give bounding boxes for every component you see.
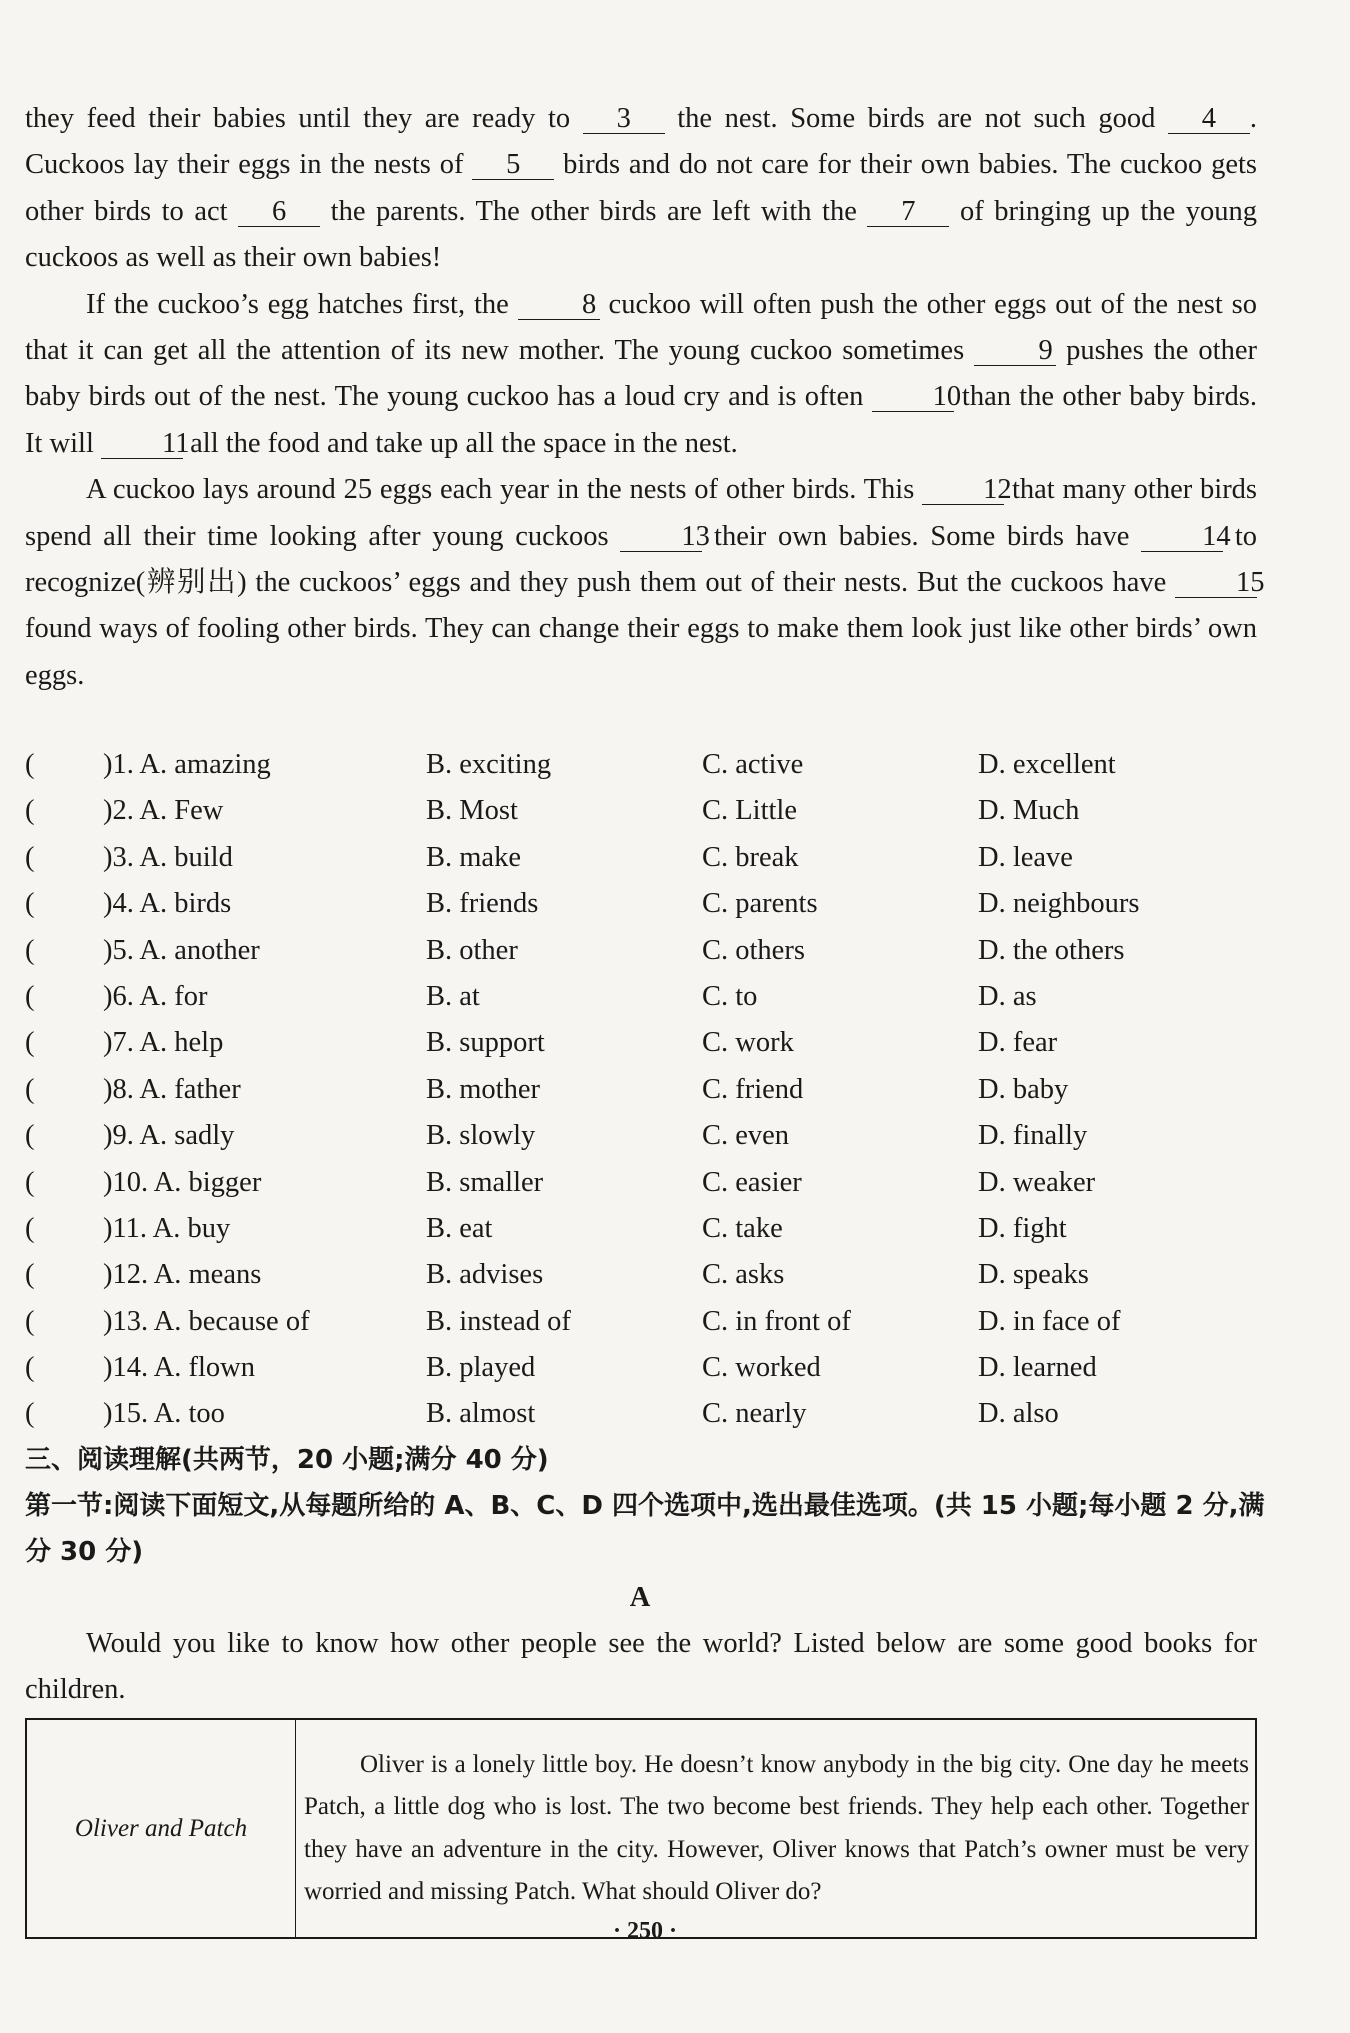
answer-bracket[interactable]: ( — [25, 1352, 35, 1384]
option-c: C. parents — [702, 888, 818, 920]
option-a: )13. A. because of — [103, 1305, 310, 1337]
blank-3: 3 — [583, 105, 665, 134]
option-d: D. weaker — [978, 1166, 1096, 1198]
option-d: D. Much — [978, 795, 1080, 827]
answer-bracket[interactable]: ( — [25, 1073, 35, 1105]
option-a: )2. A. Few — [103, 795, 224, 827]
option-d: D. finally — [978, 1120, 1088, 1152]
blank-11: 11 — [101, 430, 183, 459]
reading-intro: Would you like to know how other people see the world? Listed below are some good books for children. — [25, 1628, 1257, 1706]
book-table — [25, 1718, 1257, 1939]
cloze-passage — [25, 96, 1265, 699]
question-row — [25, 974, 1257, 1020]
question-row — [25, 1160, 1257, 1206]
table-row — [26, 1719, 1256, 1938]
option-c: C. others — [702, 934, 805, 966]
question-row — [25, 928, 1257, 974]
answer-options-list — [25, 742, 1257, 1438]
option-c: C. easier — [702, 1166, 802, 1198]
option-a: )4. A. birds — [103, 888, 232, 920]
question-row — [25, 1252, 1257, 1298]
option-b: B. smaller — [426, 1166, 544, 1198]
option-d: D. leave — [978, 841, 1073, 873]
option-b: B. played — [426, 1352, 536, 1384]
option-d: D. excellent — [978, 749, 1116, 780]
option-a: )1. A. amazing — [103, 749, 271, 780]
option-c: C. in front of — [702, 1305, 851, 1337]
section-instructions: 第一节:阅读下面短文,从每题所给的 A、B、C、D 四个选项中,选出最佳选项。(共 15 小题;每小题 2 分,满分 30 分) — [25, 1491, 1265, 1567]
cloze-paragraph-1: they feed their babies until they are ready to 3 the nest. Some birds are not such good 4 . Cuckoos lay their eggs in the nests of 5 birds and do not care for their own babies. The cuckoo gets other birds to act 6 the parents. The other birds are left with the 7 of bringing up the young cuckoos as well as their own babies! — [25, 103, 1258, 274]
answer-bracket[interactable]: ( — [25, 1259, 35, 1291]
book-description: Oliver is a lonely little boy. He doesn’t know anybody in the big city. One day he meets Patch, a little dog who is lost. The two become best friends. They help each other. Together they have an adventure in the city. However, Oliver knows that Patch’s owner must be very worried and missing Patch. What should Oliver do? — [296, 1719, 1257, 1938]
blank-14: 14 — [1141, 523, 1223, 552]
option-a: )11. A. buy — [103, 1212, 231, 1244]
option-a: )15. A. too — [103, 1398, 225, 1430]
blank-10: 10 — [872, 383, 954, 412]
option-b: B. Most — [426, 795, 518, 827]
question-row — [25, 1345, 1257, 1391]
blank-4: 4 — [1168, 105, 1250, 134]
blank-12: 12 — [922, 476, 1004, 505]
option-c: C. take — [702, 1212, 783, 1244]
option-d: D. in face of — [978, 1305, 1121, 1337]
option-c: C. to — [702, 980, 758, 1012]
answer-bracket[interactable]: ( — [25, 888, 35, 920]
answer-bracket[interactable]: ( — [25, 980, 35, 1012]
passage-letter: A — [629, 1582, 651, 1613]
answer-bracket[interactable]: ( — [25, 1027, 35, 1059]
answer-bracket[interactable]: ( — [25, 1212, 35, 1244]
option-b: B. support — [426, 1027, 545, 1059]
option-d: D. neighbours — [978, 888, 1140, 920]
option-c: C. worked — [702, 1352, 821, 1384]
blank-9: 9 — [974, 337, 1056, 366]
option-b: B. exciting — [426, 749, 552, 780]
option-b: B. almost — [426, 1398, 536, 1430]
option-d: D. learned — [978, 1352, 1097, 1384]
option-a: )9. A. sadly — [103, 1120, 235, 1152]
answer-bracket[interactable]: ( — [25, 795, 35, 827]
answer-bracket[interactable]: ( — [25, 749, 35, 780]
question-row — [25, 1299, 1257, 1345]
option-a: )10. A. bigger — [103, 1166, 262, 1198]
question-row — [25, 881, 1257, 927]
question-row — [25, 1391, 1257, 1437]
option-d: D. the others — [978, 934, 1125, 966]
option-d: D. speaks — [978, 1259, 1089, 1291]
cloze-paragraph-3: A cuckoo lays around 25 eggs each year in the nests of other birds. This 12 that many other birds spend all their time looking after young cuckoos 13 their own babies. Some birds have 14 to recognize(辨别出) the cuckoos’ eggs and they push them out of their nests. But the cuckoos have 15 found ways of fooling other birds. They can change their eggs to make them look just like other birds’ own eggs. — [25, 474, 1265, 691]
blank-7: 7 — [867, 198, 949, 227]
option-d: D. fight — [978, 1212, 1067, 1244]
answer-bracket[interactable]: ( — [25, 1305, 35, 1337]
blank-8: 8 — [518, 291, 600, 320]
option-a: )5. A. another — [103, 934, 260, 966]
option-c: C. nearly — [702, 1398, 807, 1430]
option-b: B. friends — [426, 888, 539, 920]
option-a: )6. A. for — [103, 980, 208, 1012]
blank-15: 15 — [1175, 569, 1257, 598]
option-b: B. mother — [426, 1073, 540, 1105]
option-a: )12. A. means — [103, 1259, 262, 1291]
option-b: B. slowly — [426, 1120, 536, 1152]
answer-bracket[interactable]: ( — [25, 934, 35, 966]
book-title: Oliver and Patch — [26, 1719, 296, 1938]
question-row — [25, 1020, 1257, 1066]
question-row — [25, 1206, 1257, 1252]
answer-bracket[interactable]: ( — [25, 841, 35, 873]
blank-6: 6 — [238, 198, 320, 227]
answer-bracket[interactable]: ( — [25, 1166, 35, 1198]
option-c: C. Little — [702, 795, 797, 827]
option-b: B. at — [426, 980, 480, 1012]
option-d: D. also — [978, 1398, 1059, 1430]
option-a: )14. A. flown — [103, 1352, 255, 1384]
option-c: C. active — [702, 749, 804, 780]
option-c: C. even — [702, 1120, 790, 1152]
cloze-paragraph-2: If the cuckoo’s egg hatches first, the 8 cuckoo will often push the other eggs out of the nest so that it can get all the attention of its new mother. The young cuckoo sometimes 9 pushes the other baby birds out of the nest. The young cuckoo has a loud cry and is often 10 than the other baby birds. It will 11 all the food and take up all the space in the nest. — [25, 288, 1258, 459]
option-a: )3. A. build — [103, 841, 233, 873]
question-row — [25, 1067, 1257, 1113]
section-heading: 三、阅读理解(共两节，20 小题;满分 40 分) — [25, 1445, 549, 1475]
question-row — [25, 835, 1257, 881]
question-row — [25, 1113, 1257, 1159]
option-b: B. instead of — [426, 1305, 571, 1337]
option-d: D. as — [978, 980, 1037, 1012]
answer-bracket[interactable]: ( — [25, 1398, 35, 1430]
option-c: C. break — [702, 841, 799, 873]
option-b: B. make — [426, 841, 521, 873]
blank-5: 5 — [472, 151, 554, 180]
option-c: C. work — [702, 1027, 794, 1059]
option-a: )8. A. father — [103, 1073, 241, 1105]
question-row — [25, 788, 1257, 834]
option-b: B. eat — [426, 1212, 493, 1244]
option-c: C. friend — [702, 1073, 804, 1105]
option-b: B. advises — [426, 1259, 544, 1291]
blank-13: 13 — [620, 523, 702, 552]
option-c: C. asks — [702, 1259, 785, 1291]
option-d: D. fear — [978, 1027, 1058, 1059]
question-row — [25, 742, 1257, 788]
option-a: )7. A. help — [103, 1027, 224, 1059]
option-b: B. other — [426, 934, 518, 966]
page-number: · 250 · — [612, 1918, 677, 1944]
answer-bracket[interactable]: ( — [25, 1120, 35, 1152]
option-d: D. baby — [978, 1073, 1069, 1105]
